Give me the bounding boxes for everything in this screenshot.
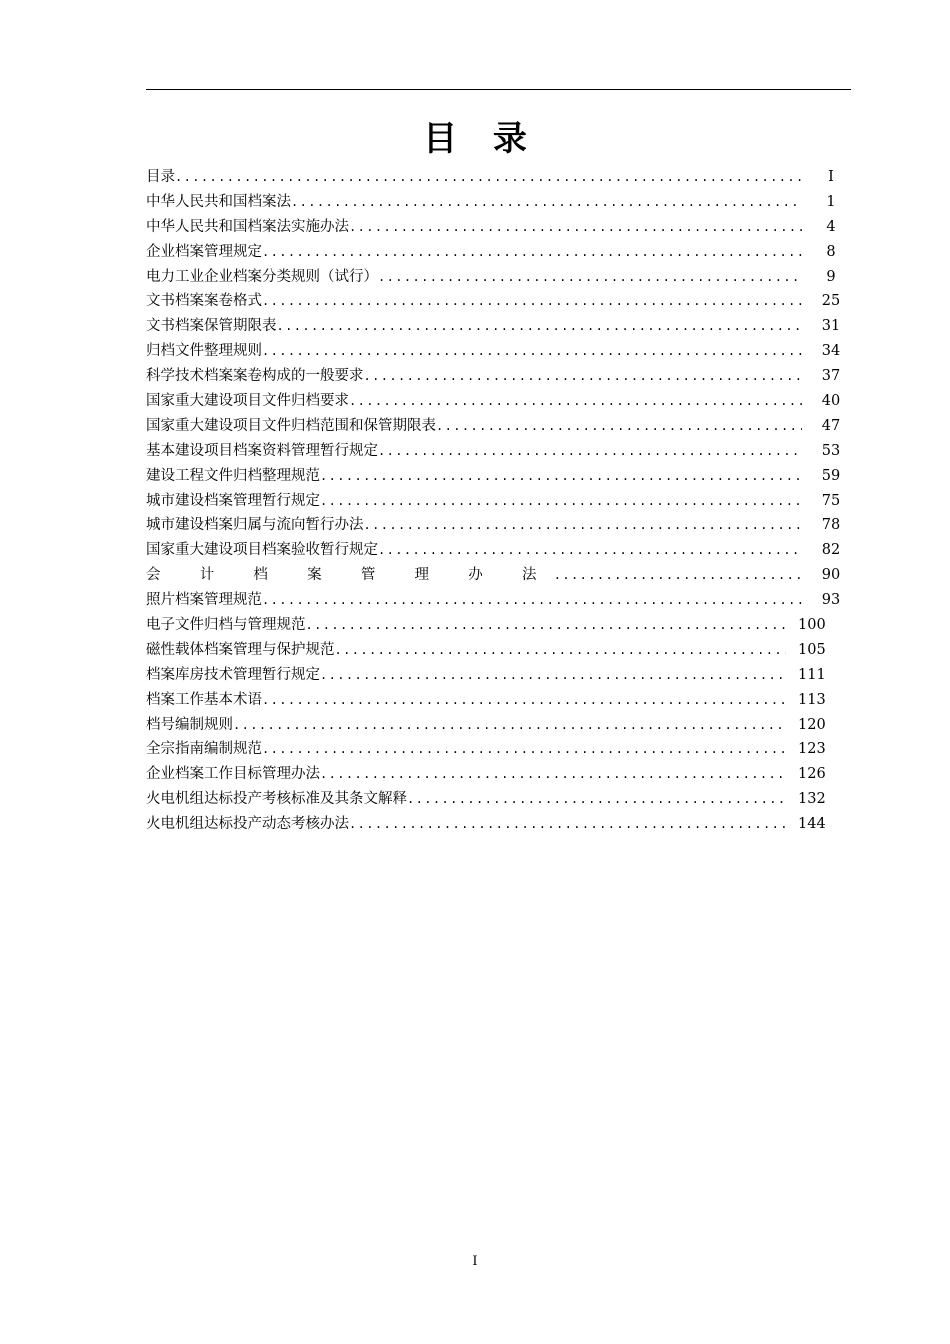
toc-entry-page: 78 [821,517,841,534]
toc-entry[interactable] [146,314,848,339]
toc-entry[interactable] [146,638,848,663]
toc-entry[interactable] [146,190,848,215]
toc-entry-page: 25 [821,293,841,310]
toc-entry[interactable] [146,787,848,812]
toc-entry[interactable] [146,414,848,439]
toc-dot-leader [277,314,803,339]
toc-entry-page: 8 [826,243,836,260]
toc-entry-page: 144 [798,816,826,833]
toc-entry-title: 火电机组达标投产动态考核办法 [146,816,349,833]
toc-entry-title: 照片档案管理规范 [146,592,262,609]
toc-entry-page: 126 [798,766,826,783]
footer-page-number: I [472,1254,478,1269]
toc-entry-page: 31 [821,318,841,335]
header-rule [146,89,851,90]
toc-entry-title: 企业档案管理规定 [146,243,262,260]
toc-entry-page: 100 [798,617,826,634]
toc-entry[interactable] [146,265,848,290]
toc-entry-page: I [828,169,834,185]
toc-entry-page: 9 [826,268,836,285]
table-of-contents [146,165,848,837]
toc-entry-title: 城市建设档案归属与流向暂行办法 [146,517,364,534]
toc-entry-page: 47 [821,417,841,434]
toc-entry[interactable] [146,339,848,364]
toc-entry[interactable] [146,737,848,762]
toc-entry[interactable] [146,588,848,613]
toc-entry-title: 目录 [146,169,175,185]
toc-entry-title: 基本建设项目档案资料管理暂行规定 [146,442,378,459]
toc-entry-page: 111 [798,666,826,683]
toc-entry[interactable] [146,713,848,738]
toc-entry-title: 中华人民共和国档案法实施办法 [146,218,349,235]
toc-entry[interactable] [146,215,848,240]
toc-entry[interactable] [146,613,848,638]
toc-entry-page: 75 [821,492,841,509]
toc-entry-title: 城市建设档案管理暂行规定 [146,492,320,509]
toc-entry-page: 105 [798,641,826,658]
toc-entry-page: 82 [821,542,841,559]
toc-entry-title: 建设工程文件归档整理规范 [146,467,320,484]
toc-dot-leader [378,265,802,290]
toc-dot-leader [364,364,803,389]
toc-dot-leader [554,563,802,588]
toc-entry-page: 53 [821,442,841,459]
toc-entry[interactable] [146,513,848,538]
toc-dot-leader [262,339,802,364]
toc-entry-title: 电力工业企业档案分类规则（试行） [146,268,378,285]
toc-entry[interactable] [146,489,848,514]
toc-dot-leader [349,812,786,837]
toc-entry[interactable] [146,289,848,314]
toc-entry[interactable] [146,464,848,489]
toc-entry-page: 1 [826,193,836,210]
toc-entry-page: 40 [821,393,841,410]
toc-entry-title: 国家重大建设项目文件归档要求 [146,393,349,410]
toc-dot-leader [320,464,802,489]
toc-entry[interactable] [146,538,848,563]
toc-entry[interactable] [146,389,848,414]
toc-entry-title: 全宗指南编制规范 [146,741,262,758]
toc-dot-leader [262,240,802,265]
toc-entry[interactable] [146,439,848,464]
toc-entry-title: 档案库房技术管理暂行规定 [146,666,320,683]
toc-entry-title: 电子文件归档与管理规范 [146,617,306,634]
toc-entry-page: 120 [798,716,826,733]
toc-entry-page: 37 [821,368,841,385]
toc-dot-leader [262,737,786,762]
toc-entry[interactable] [146,364,848,389]
toc-dot-leader [335,638,787,663]
toc-entry-page: 113 [798,691,826,708]
toc-dot-leader [233,713,786,738]
toc-entry-title: 中华人民共和国档案法 [146,193,291,210]
toc-dot-leader [436,414,802,439]
toc-dot-leader [364,513,803,538]
toc-dot-leader [349,215,802,240]
toc-entry-page: 93 [821,592,841,609]
toc-entry-title: 文书档案案卷格式 [146,293,262,310]
toc-dot-leader [349,389,802,414]
toc-entry-page: 90 [821,567,841,584]
toc-entry-page: 123 [798,741,826,758]
toc-entry[interactable] [146,240,848,265]
toc-dot-leader [320,663,786,688]
toc-entry[interactable] [146,688,848,713]
toc-dot-leader [306,613,787,638]
toc-dot-leader [320,762,786,787]
toc-dot-leader [291,190,802,215]
toc-entry[interactable] [146,663,848,688]
toc-entry-page: 4 [826,218,836,235]
toc-entry[interactable] [146,812,848,837]
toc-entry[interactable] [146,563,848,588]
toc-entry-title: 档号编制规则 [146,716,233,733]
toc-dot-leader [262,289,802,314]
page-title: 目 录 [423,119,539,159]
toc-dot-leader [378,538,802,563]
toc-entry-title: 磁性载体档案管理与保护规范 [146,641,335,658]
toc-dot-leader [320,489,802,514]
toc-dot-leader [407,787,786,812]
toc-entry-title: 国家重大建设项目档案验收暂行规定 [146,542,378,559]
toc-entry-title: 归档文件整理规则 [146,343,262,360]
toc-entry-title: 档案工作基本术语 [146,691,262,708]
toc-entry-title: 火电机组达标投产考核标准及其条文解释 [146,791,407,808]
toc-dot-leader [262,688,786,713]
toc-entry-title: 科学技术档案案卷构成的一般要求 [146,368,364,385]
toc-entry-title: 文书档案保管期限表 [146,318,277,335]
toc-entry-page: 34 [821,343,841,360]
toc-entry-page: 132 [798,791,826,808]
toc-entry[interactable] [146,165,848,190]
toc-dot-leader [175,165,802,190]
toc-entry-title: 国家重大建设项目文件归档范围和保管期限表 [146,417,436,434]
toc-dot-leader [378,439,802,464]
toc-dot-leader [262,588,802,613]
toc-entry[interactable] [146,762,848,787]
toc-entry-page: 59 [821,467,841,484]
toc-entry-title: 企业档案工作目标管理办法 [146,766,320,783]
toc-entry-title: 会 计 档 案 管 理 办 法 [146,567,554,584]
